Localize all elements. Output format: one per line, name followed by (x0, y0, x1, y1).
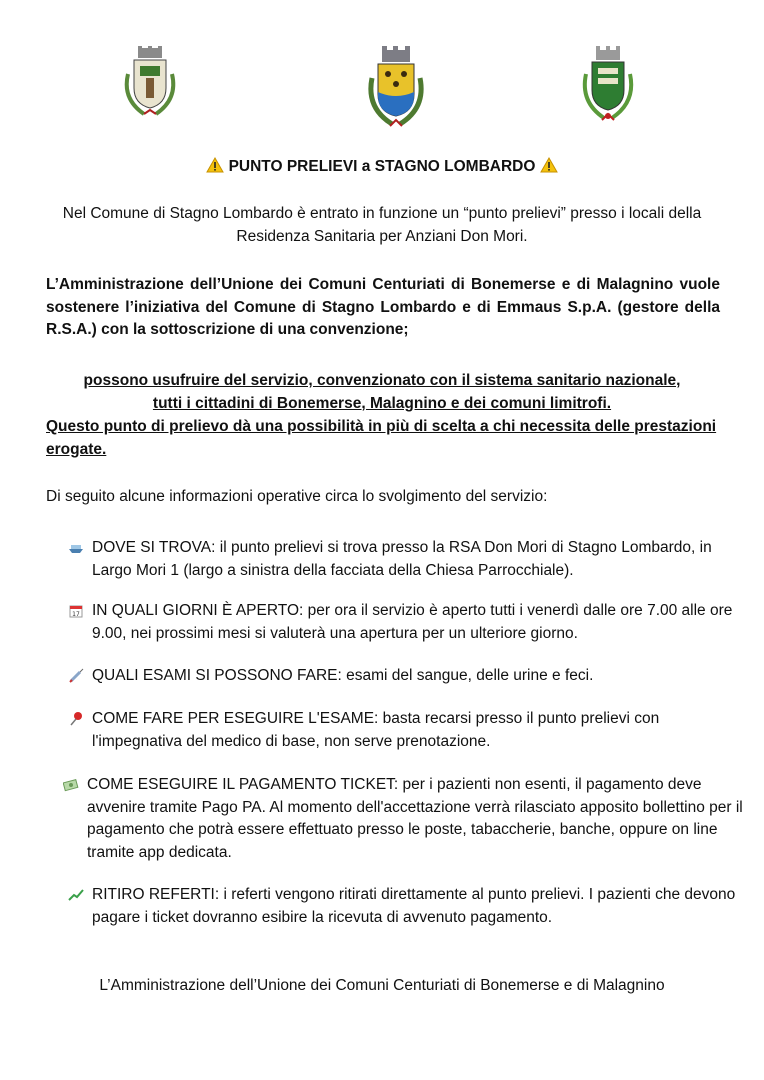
list-item-opening-days (68, 600, 748, 645)
list-item-payment (63, 774, 743, 864)
list-item-location (68, 537, 748, 582)
list-item-procedure (68, 708, 748, 753)
item-text: COME ESEGUIRE IL PAGAMENTO TICKET: per i pazienti non esenti, il pagamento deve avvenire tramite Pago PA. Al momento dell'accettazione verrà rilasciato apposito bollettino per il pagamento che potrà essere effettuato presso le poste, tabaccherie, banche, oppure on line tramite app dedicata. (87, 776, 743, 861)
crest-row (0, 44, 764, 134)
warning-icon (206, 157, 224, 173)
ops-intro: Di seguito alcune informazioni operative circa lo svolgimento del servizio: (46, 488, 548, 505)
service-line-2: tutti i cittadini di Bonemerse, Malagnino e dei comuni limitrofi. (152, 394, 612, 412)
service-line-1: possono usufruire del servizio, convenzionato con il sistema sanitario nazionale, (83, 372, 681, 389)
crest-malagnino-icon (576, 44, 640, 124)
svg-text:17: 17 (72, 611, 80, 618)
item-text: RITIRO REFERTI: i referti vengono ritirati direttamente al punto prelievi. I pazienti che devono pagare i ticket dovranno esibire la ricevuta di avvenuto pagamento. (92, 886, 736, 926)
list-item-exams (68, 665, 748, 688)
crest-bonemerse-icon (118, 44, 182, 120)
crest-stagno-lombardo-icon (362, 44, 430, 130)
admin-statement: L’Amministrazione dell’Unione dei Comuni Centuriati di Bonemerse e di Malagnino vuole sostenere l’iniziativa del Comune di Stagno Lombardo e di Emmaus S.p.A. (gestore della R.S.A.) con la sottoscrizione di una convenzione; (46, 276, 720, 338)
money-icon (63, 777, 79, 793)
item-text: COME FARE PER ESEGUIRE L'ESAME: basta recarsi presso il punto prelievi con l'impegnativa del medico di base, non serve prenotazione. (92, 710, 660, 750)
syringe-icon (68, 668, 84, 684)
intro-paragraph: Nel Comune di Stagno Lombardo è entrato in funzione un “punto prelievi” presso i locali della Residenza Sanitaria per Anziani Don Mori. (62, 205, 702, 245)
calendar-icon (68, 603, 84, 619)
ship-icon (68, 540, 84, 556)
footer-signature: L’Amministrazione dell’Unione dei Comuni Centuriati di Bonemerse e di Malagnino (99, 977, 665, 994)
title-text: PUNTO PRELIEVI a STAGNO LOMBARDO (228, 158, 536, 175)
warning-icon (540, 157, 558, 173)
item-text: DOVE SI TROVA: il punto prelievi si trova presso la RSA Don Mori di Stagno Lombardo, in Largo Mori 1 (largo a sinistra della facciata della Chiesa Parrocchiale). (92, 539, 712, 579)
item-text: QUALI ESAMI SI POSSONO FARE: esami del sangue, delle urine e feci. (92, 667, 594, 684)
list-item-reports (68, 884, 748, 929)
pushpin-icon (68, 711, 84, 727)
page-title (0, 157, 764, 176)
choice-note: Questo punto di prelievo dà una possibilità in più di scelta a chi necessita delle prestazioni erogate. (46, 418, 717, 458)
item-text: IN QUALI GIORNI È APERTO: per ora il servizio è aperto tutti i venerdì dalle ore 7.00 alle ore 9.00, nei prossimi mesi si valuterà una apertura per un ulteriore giorno. (92, 602, 733, 642)
service-eligibility (0, 370, 764, 415)
chart-up-icon (68, 887, 84, 903)
